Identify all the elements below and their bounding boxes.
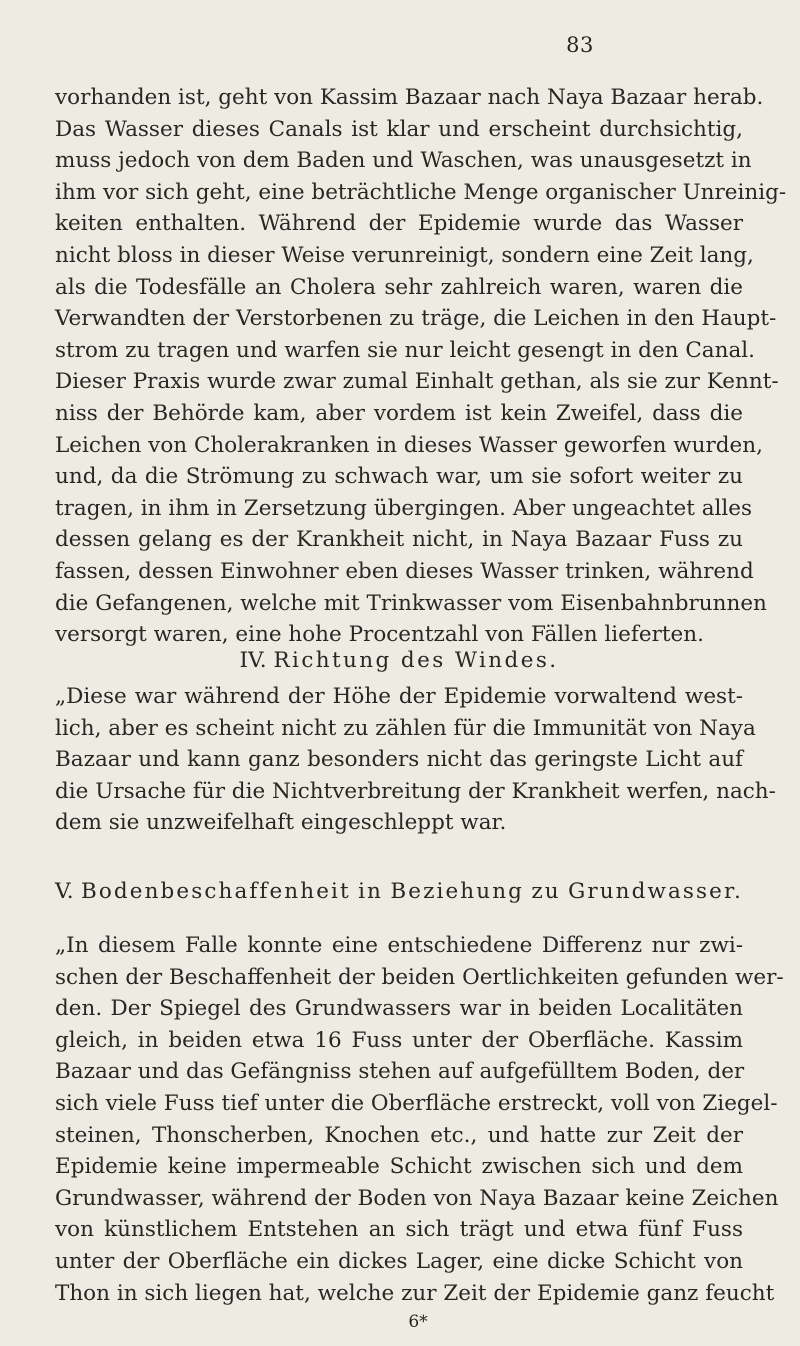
- text-line: die Ursache für die Nichtverbreitung der Krankheit werfen, nach-: [55, 778, 776, 804]
- paragraph-canal-water: [55, 82, 787, 651]
- text-line: sich viele Fuss tief unter die Oberfläche erstreckt, voll von Ziegel-: [55, 1090, 778, 1116]
- text-line: Leichen von Cholerakranken in dieses Wasser geworfen wurden,: [55, 432, 763, 458]
- text-line: die Gefangenen, welche mit Trinkwasser vom Eisenbahnbrunnen: [55, 590, 767, 616]
- section-heading-v: [55, 876, 743, 908]
- text-line: niss der Behörde kam, aber vordem ist kein Zweifel, dass die: [55, 400, 743, 426]
- text-line: „Diese war während der Höhe der Epidemie vorwaltend west-: [55, 684, 743, 709]
- text-line: als die Todesfälle an Cholera sehr zahlreich waren, waren die: [55, 274, 743, 300]
- paragraph-wind-direction: [55, 681, 776, 839]
- paragraph-soil-groundwater: [55, 930, 784, 1309]
- text-line: gleich, in beiden etwa 16 Fuss unter der Oberfläche. Kassim: [55, 1027, 743, 1053]
- text-line: lich, aber es scheint nicht zu zählen für die Immunität von Naya: [55, 715, 756, 741]
- text-line: Bazaar und kann ganz besonders nicht das geringste Licht auf: [55, 747, 743, 773]
- section-title-word: Bodenbeschaffenheit: [80, 879, 351, 904]
- section-title-word: Grundwasser.: [568, 879, 743, 904]
- text-line: Dieser Praxis wurde zwar zumal Einhalt gethan, als sie zur Kennt-: [55, 369, 779, 395]
- section-title-word: zu: [531, 879, 561, 904]
- section-title-word: Beziehung: [390, 879, 525, 904]
- text-line: Epidemie keine impermeable Schicht zwischen sich und dem: [55, 1154, 743, 1180]
- text-line: den. Der Spiegel des Grundwassers war in beiden Localitäten: [55, 996, 743, 1022]
- text-line: unter der Oberfläche ein dickes Lager, eine dicke Schicht von: [55, 1248, 743, 1274]
- text-line: fassen, dessen Einwohner eben dieses Wasser trinken, während: [55, 558, 754, 584]
- text-line: schen der Beschaffenheit der beiden Oertlichkeiten gefunden wer-: [55, 964, 784, 990]
- text-line: Thon in sich liegen hat, welche zur Zeit der Epidemie ganz feucht: [55, 1280, 775, 1306]
- text-line: und, da die Strömung zu schwach war, um sie sofort weiter zu: [55, 464, 743, 490]
- section-title-word: in: [358, 879, 384, 904]
- text-line: muss jedoch von dem Baden und Waschen, was unausgesetzt in: [55, 148, 752, 174]
- text-line: strom zu tragen und warfen sie nur leicht gesengt in den Canal.: [55, 337, 755, 363]
- section-number: V.: [55, 879, 74, 904]
- section-title: Richtung des Windes.: [273, 648, 559, 673]
- text-line: „In diesem Falle konnte eine entschiedene Differenz nur zwi-: [55, 933, 743, 958]
- section-heading-iv: [55, 645, 743, 677]
- text-line: Verwandten der Verstorbenen zu träge, die Leichen in den Haupt-: [55, 306, 777, 332]
- text-line: Bazaar und das Gefängniss stehen auf aufgefülltem Boden, der: [55, 1059, 745, 1085]
- text-line: dessen gelang es der Krankheit nicht, in Naya Bazaar Fuss zu: [55, 527, 743, 553]
- page-number: 83: [566, 33, 594, 57]
- text-line: steinen, Thonscherben, Knochen etc., und hatte zur Zeit der: [55, 1122, 743, 1148]
- text-line: vorhanden ist, geht von Kassim Bazaar nach Naya Bazaar herab.: [55, 85, 764, 110]
- printer-signature-mark: 6*: [408, 1312, 428, 1332]
- text-line: keiten enthalten. Während der Epidemie wurde das Wasser: [55, 211, 743, 237]
- text-line: dem sie unzweifelhaft eingeschleppt war.: [55, 810, 507, 836]
- text-line: tragen, in ihm in Zersetzung übergingen. Aber ungeachtet alles: [55, 495, 753, 521]
- text-line: versorgt waren, eine hohe Procentzahl von Fällen lieferten.: [55, 622, 704, 648]
- text-line: Das Wasser dieses Canals ist klar und erscheint durchsichtig,: [55, 116, 743, 142]
- text-line: nicht bloss in dieser Weise verunreinigt, sondern eine Zeit lang,: [55, 242, 754, 268]
- text-line: Grundwasser, während der Boden von Naya Bazaar keine Zeichen: [55, 1185, 779, 1211]
- text-line: von künstlichem Entstehen an sich trägt und etwa fünf Fuss: [55, 1217, 743, 1243]
- section-number: IV.: [239, 648, 267, 673]
- text-line: ihm vor sich geht, eine beträchtliche Menge organischer Unreinig-: [55, 179, 787, 205]
